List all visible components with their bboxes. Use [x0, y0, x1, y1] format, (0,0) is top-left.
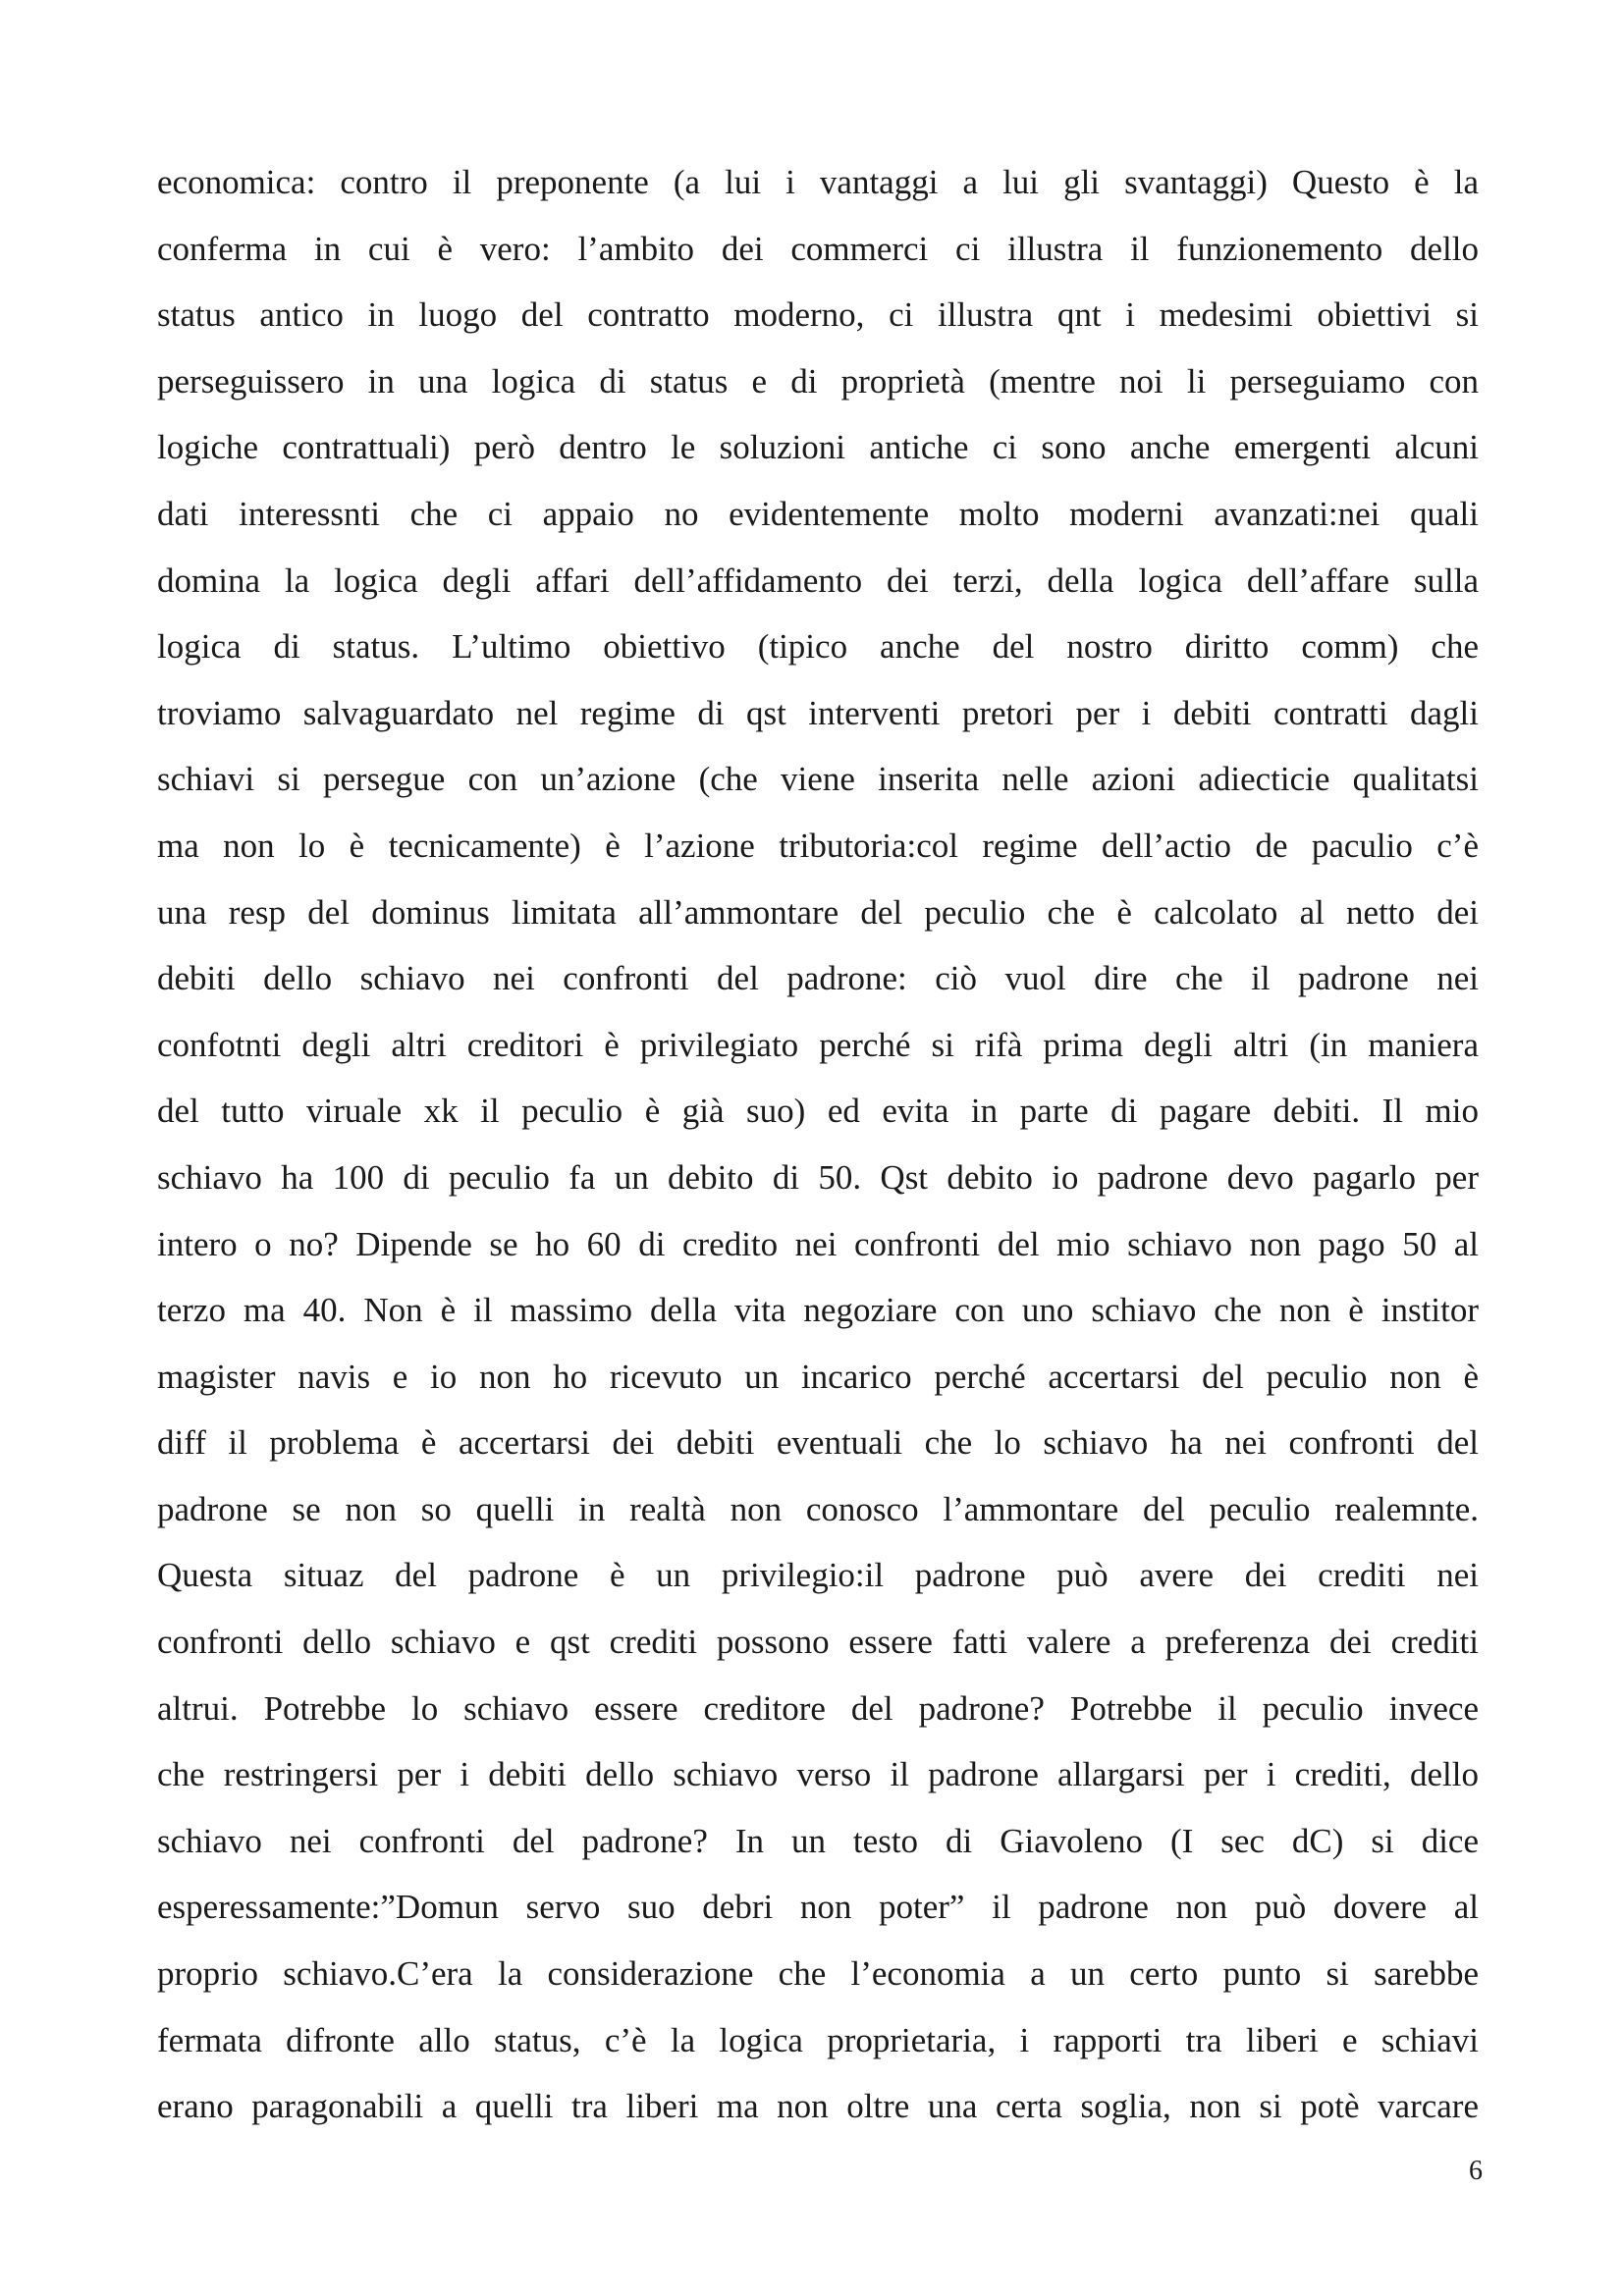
text-line: terzo ma 40. Non è il massimo della vita negoziare con uno schiavo che non è institor [157, 1291, 1479, 1330]
text-line: conferma in cui è vero: l’ambito dei commerci ci illustra il funzionemento dello [157, 229, 1479, 268]
text-line: economica: contro il preponente (a lui i vantaggi a lui gli svantaggi) Questo è la [157, 163, 1479, 201]
text-line: fermata difronte allo status, c’è la logica proprietaria, i rapporti tra liberi e schiavi [157, 2020, 1479, 2059]
body-text [157, 149, 1479, 2140]
text-line: che restringersi per i debiti dello schiavo verso il padrone allargarsi per i crediti, dello [157, 1755, 1479, 1794]
text-line: una resp del dominus limitata all’ammontare del peculio che è calcolato al netto dei [157, 892, 1479, 932]
text-line: troviamo salvaguardato nel regime di qst interventi pretori per i debiti contratti dagli [157, 693, 1479, 732]
text-line: debiti dello schiavo nei confronti del padrone: ciò vuol dire che il padrone nei [157, 959, 1479, 998]
text-line: logica di status. L’ultimo obiettivo (tipico anche del nostro diritto comm) che [157, 627, 1479, 667]
text-line: erano paragonabili a quelli tra liberi ma non oltre una certa soglia, non si potè varcare [157, 2087, 1479, 2126]
text-line: schiavo ha 100 di peculio fa un debito di 50. Qst debito io padrone devo pagarlo per [157, 1157, 1479, 1197]
text-line: Questa situaz del padrone è un privilegio:il padrone può avere dei crediti nei [157, 1556, 1479, 1595]
text-line: dati interessnti che ci appaio no evidentemente molto moderni avanzati:nei quali [157, 494, 1479, 533]
text-line: esperessamente:”Domun servo suo debri non poter” il padrone non può dovere al [157, 1888, 1479, 1927]
text-line: intero o no? Dipende se ho 60 di credito nei confronti del mio schiavo non pago 50 al [157, 1224, 1479, 1263]
text-line: padrone se non so quelli in realtà non conosco l’ammontare del peculio realemnte. [157, 1489, 1479, 1528]
page-number: 6 [1469, 2156, 1483, 2186]
text-line: domina la logica degli affari dell’affidamento dei terzi, della logica dell’affare sulla [157, 561, 1479, 600]
text-line: diff il problema è accertarsi dei debiti eventuali che lo schiavo ha nei confronti del [157, 1423, 1479, 1463]
text-line: proprio schiavo.C’era la considerazione che l’economia a un certo punto si sarebbe [157, 1954, 1479, 1994]
text-line: status antico in luogo del contratto moderno, ci illustra qnt i medesimi obiettivi si [157, 295, 1479, 335]
text-line: altrui. Potrebbe lo schiavo essere creditore del padrone? Potrebbe il peculio invece [157, 1688, 1479, 1728]
text-line: perseguissero in una logica di status e di proprietà (mentre noi li perseguiamo con [157, 361, 1479, 400]
text-line: logiche contrattuali) però dentro le soluzioni antiche ci sono anche emergenti alcuni [157, 428, 1479, 467]
text-line: confotnti degli altri creditori è privilegiato perché si rifà prima degli altri (in maniera [157, 1025, 1479, 1064]
text-line: confronti dello schiavo e qst crediti possono essere fatti valere a preferenza dei crediti [157, 1623, 1479, 1662]
text-line: schiavi si persegue con un’azione (che viene inserita nelle azioni adiecticie qualitatsi [157, 760, 1479, 799]
text-line: ma non lo è tecnicamente) è l’azione tributoria:col regime dell’actio de paculio c’è [157, 826, 1479, 865]
text-line: schiavo nei confronti del padrone? In un testo di Giavoleno (I sec dC) si dice [157, 1821, 1479, 1860]
text-line: magister navis e io non ho ricevuto un incarico perché accertarsi del peculio non è [157, 1357, 1479, 1396]
text-line: del tutto viruale xk il peculio è già suo) ed evita in parte di pagare debiti. Il mio [157, 1092, 1479, 1131]
